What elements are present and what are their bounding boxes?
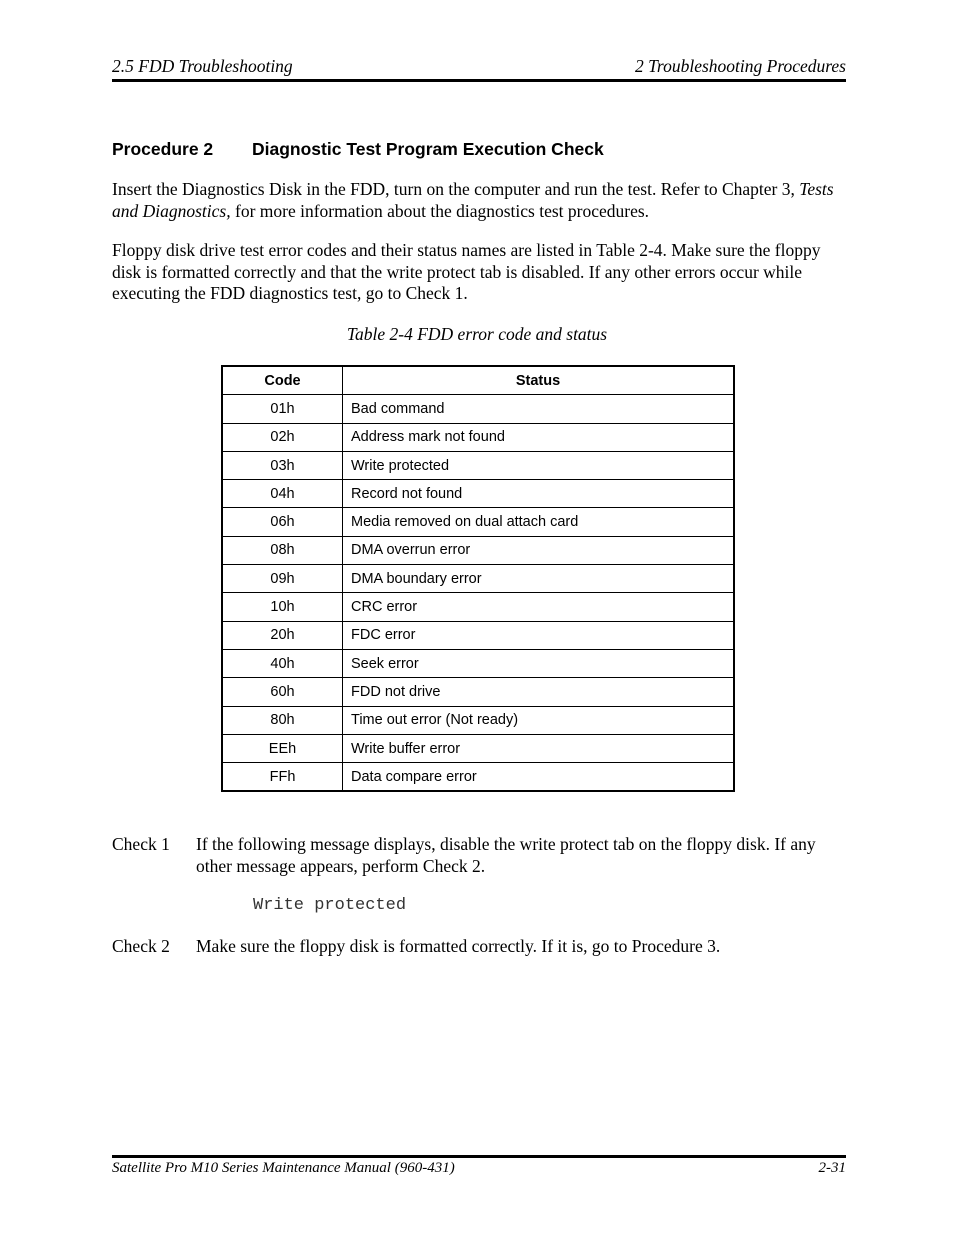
table-header-row: [222, 366, 734, 395]
error-codes-text: Floppy disk drive test error codes and their status names are listed in Table 2-4. Make sure the floppy disk is formatted correctly and that the write protect tab is disabled. If any other errors occur while executing the FDD diagnostics test, go to Check 1.: [112, 240, 821, 303]
error-code-cell: FFh: [222, 763, 343, 792]
table-row: [222, 423, 734, 451]
error-code-cell: 10h: [222, 593, 343, 621]
chapter-title: 2 Troubleshooting Procedures: [635, 56, 846, 76]
status-cell: Seek error: [343, 649, 735, 677]
table-row: [222, 536, 734, 564]
check-1-text: If the following message displays, disable the write protect tab on the floppy disk. If any other message appears, perform Check 2.: [196, 834, 816, 876]
table-row: [222, 763, 734, 792]
error-code-cell: 04h: [222, 480, 343, 508]
intro-text-after: for more information about the diagnostics test procedures.: [230, 200, 650, 221]
error-code-cell: 09h: [222, 565, 343, 593]
intro-text-before: Insert the Diagnostics Disk in the FDD, turn on the computer and run the test. Refer to Chapter 3,: [112, 179, 800, 199]
status-cell: FDC error: [343, 621, 735, 649]
table-row: [222, 706, 734, 734]
code-column-header: Code: [222, 366, 343, 395]
status-cell: CRC error: [343, 593, 735, 621]
error-code-cell: 80h: [222, 706, 343, 734]
chapter-reference: Tests and Diagnostics,: [112, 179, 834, 221]
table-row: [222, 565, 734, 593]
status-cell: Write protected: [343, 451, 735, 479]
error-code-cell: 20h: [222, 621, 343, 649]
footer-rule: [112, 1155, 846, 1158]
status-cell: DMA overrun error: [343, 536, 735, 564]
table-row: [222, 508, 734, 536]
table-row: [222, 451, 734, 479]
procedure-title: Diagnostic Test Program Execution Check: [252, 139, 604, 159]
check-1-label: Check 1: [112, 834, 170, 854]
error-code-cell: 06h: [222, 508, 343, 536]
page-number: 2-31: [818, 1160, 846, 1176]
fdd-error-table: [221, 365, 735, 792]
error-code-cell: EEh: [222, 734, 343, 762]
status-cell: DMA boundary error: [343, 565, 735, 593]
status-cell: Write buffer error: [343, 734, 735, 762]
manual-title: Satellite Pro M10 Series Maintenance Manual (960-431): [112, 1160, 455, 1176]
error-codes-paragraph: [112, 240, 846, 305]
status-cell: FDD not drive: [343, 678, 735, 706]
status-cell: Time out error (Not ready): [343, 706, 735, 734]
check-2-text: Make sure the floppy disk is formatted correctly. If it is, go to Procedure 3.: [196, 936, 721, 956]
error-code-cell: 40h: [222, 649, 343, 677]
table-row: [222, 649, 734, 677]
table-row: [222, 593, 734, 621]
table-row: [222, 480, 734, 508]
check-2-label: Check 2: [112, 936, 170, 956]
procedure-number: Procedure 2: [112, 139, 214, 159]
table-row: [222, 395, 734, 423]
table-row: [222, 621, 734, 649]
header-rule: [112, 79, 846, 82]
error-code-cell: 02h: [222, 423, 343, 451]
status-cell: Bad command: [343, 395, 735, 423]
error-code-cell: 60h: [222, 678, 343, 706]
status-cell: Media removed on dual attach card: [343, 508, 735, 536]
table-row: [222, 678, 734, 706]
error-code-cell: 08h: [222, 536, 343, 564]
intro-paragraph: [112, 179, 846, 222]
status-cell: Record not found: [343, 480, 735, 508]
table-caption: Table 2-4 FDD error code and status: [346, 324, 608, 344]
status-cell: Data compare error: [343, 763, 735, 792]
error-code-cell: 01h: [222, 395, 343, 423]
table-row: [222, 734, 734, 762]
write-protected-message: Write protected: [253, 896, 407, 915]
status-cell: Address mark not found: [343, 423, 735, 451]
status-column-header: Status: [343, 366, 735, 395]
error-code-cell: 03h: [222, 451, 343, 479]
section-title: 2.5 FDD Troubleshooting: [112, 56, 293, 76]
running-header: [112, 56, 846, 80]
